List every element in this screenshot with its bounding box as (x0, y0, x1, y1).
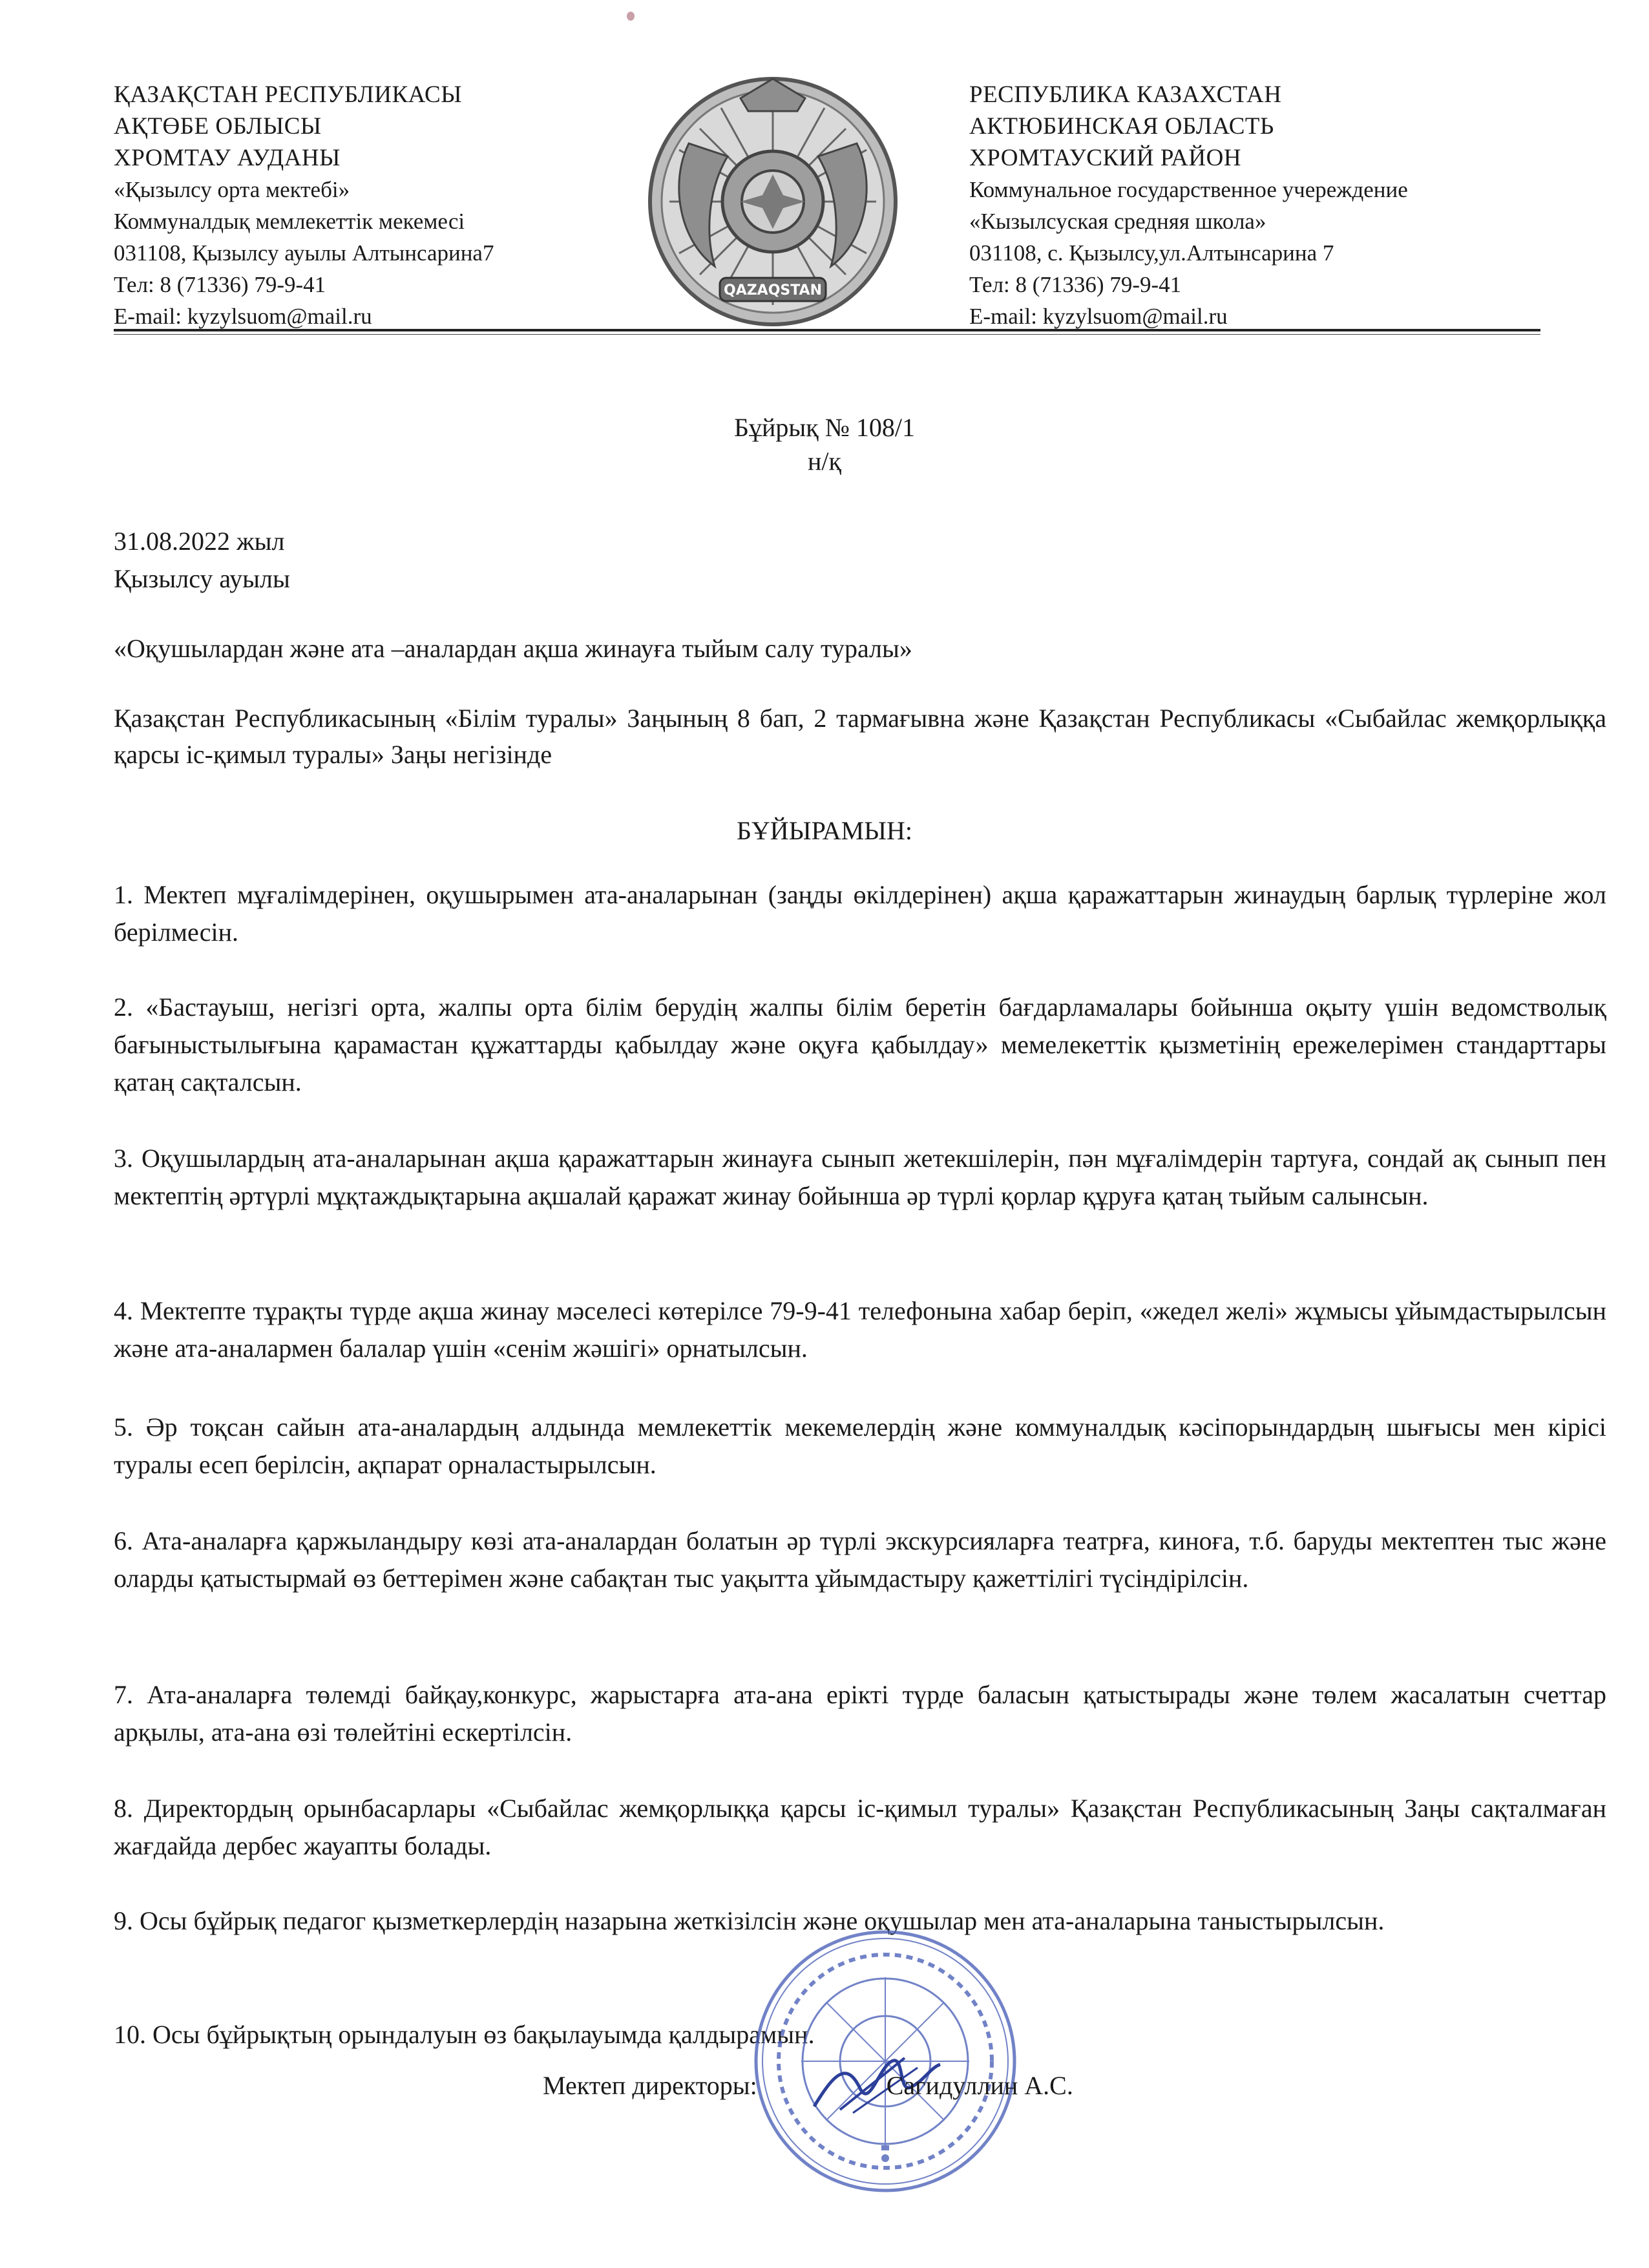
director-name: Сагидуллин А.С. (886, 2071, 1073, 2100)
order-title: Бұйрық № 108/1 (734, 413, 915, 442)
header-right-school: «Кызылсуская средняя школа» (969, 209, 1266, 234)
header-left-region: АҚТӨБЕ ОБЛЫСЫ (114, 113, 322, 140)
order-item-8: 8. Директордың орынбасарлары «Сыбайлас жемқорлыққа қарсы іс-қимыл туралы» Қазақстан Республикасының Заңы сақталмаған жағдайда дербес жауапты болады. (114, 1794, 1606, 1860)
order-item-2: 2. «Бастауыш, негізгі орта, жалпы орта білім берудің жалпы білім беретін бағдарламалары бойынша оқыту үшін ведомстволық бағыныстылығына қарамастан құжаттарды қабылдау және оқуға қабылдау» мемелекеттік қызметінің ережелерімен стандарттары қатаң сақталсын. (114, 992, 1606, 1097)
order-date: 31.08.2022 жыл (114, 527, 285, 556)
order-subtitle: н/қ (808, 446, 841, 476)
header-right-district: ХРОМТАУСКИЙ РАЙОН (969, 145, 1242, 171)
order-preamble: Қазақстан Республикасының «Білім туралы» Заңының 8 бап, 2 тармағывна және Қазақстан Республикасы «Сыбайлас жемқорлыққа қарсы іс-қимыл туралы» Заңы негізінде (114, 704, 1606, 769)
director-role: Мектеп директоры: (543, 2071, 757, 2100)
order-item-3: 3. Оқушылардың ата-аналарынан ақша қаражаттарын жинауға сынып жетекшілерін, пән мұғалімдерін тартуға, сондай ақ сынып пен мектептің әртүрлі мұқтаждықтарына ақшалай қаражат жинау бойынша әр түрлі қорлар құруға қатаң тыйым салынсын. (114, 1144, 1606, 1210)
header-divider-thin (114, 334, 1540, 335)
header-left-phone: Тел: 8 (71336) 79-9-41 (114, 272, 326, 297)
order-item-1: 1. Мектеп мұғалімдерінен, оқушырымен ата-аналарынан (заңды өкілдерінен) ақша қаражаттарын жинаудың барлық түрлеріне жол берілмесін. (114, 880, 1606, 947)
order-place: Қызылсу ауылы (114, 564, 290, 593)
header-right-country: РЕСПУБЛИКА КАЗАХСТАН (969, 81, 1282, 108)
header-right-address: 031108, с. Қызылсу,ул.Алтынсарина 7 (969, 240, 1334, 266)
header-divider (114, 329, 1540, 331)
order-item-7: 7. Ата-аналарға төлемді байқау,конкурс, жарыстарға ата-ана ерікті түрде баласын қатыстырады және төлем жасалатын счеттар арқылы, ата-ана өзі төлейтіні ескертілсін. (114, 1680, 1606, 1747)
header-right-region: АКТЮБИНСКАЯ ОБЛАСТЬ (969, 113, 1274, 140)
order-item-5: 5. Әр тоқсан сайын ата-аналардың алдында мемлекеттік мекемелердің және коммуналдық кәсіпорындардың шығысы мен кірісі туралы есеп берілсін, ақпарат орналастырылсын. (114, 1412, 1606, 1479)
header-right-email: E-mail: kyzylsuom@mail.ru (969, 304, 1228, 329)
order-item-9: 9. Осы бұйрық педагог қызметкерлердің назарына жеткізілсін және оқушылар мен ата-аналарына таныстырылсын. (114, 1906, 1385, 1935)
header-right-phone: Тел: 8 (71336) 79-9-41 (969, 272, 1182, 297)
letterhead-kazakh (114, 79, 494, 332)
order-subject: «Оқушылардан және ата –аналардан ақша жинауға тыйым салу туралы» (114, 634, 912, 663)
header-left-country: ҚАЗАҚСТАН РЕСПУБЛИКАСЫ (114, 81, 462, 108)
order-item-10: 10. Осы бұйрықтың орындалуын өз бақылауымда қалдырамын. (114, 2020, 815, 2049)
header-left-address: 031108, Қызылсу ауылы Алтынсарина7 (114, 240, 494, 266)
order-item-4: 4. Мектепте тұрақты түрде ақша жинау мәселесі көтерілсе 79-9-41 телефонына хабар беріп, «жедел желі» жұмысы ұйымдастырылсын және ата-аналармен балалар үшін «сенім жәшігі» орнатылсын. (114, 1296, 1606, 1363)
header-left-school: «Қызылсу орта мектебі» (114, 177, 350, 202)
letterhead-russian (969, 79, 1408, 332)
order-decree: БҰЙЫРАМЫН: (736, 816, 913, 845)
signature-line (543, 2070, 1073, 2101)
header-right-institution: Коммунальное государственное учереждение (969, 177, 1408, 202)
header-left-institution: Коммуналдық мемлекеттік мекемесі (114, 209, 465, 234)
order-item-6: 6. Ата-аналарға қаржыландыру көзі ата-аналардан болатын әр түрлі экскурсияларға театрға, киноға, т.б. баруды мектептен тыс және оларды қатыстырмай өз беттерімен және сабақтан тыс уақытта ұйымдастыру қажеттілігі түсіндірілсін. (114, 1526, 1606, 1593)
emblem-text: QAZAQSTAN (724, 282, 822, 299)
state-emblem-icon (644, 72, 902, 331)
header-left-district: ХРОМТАУ АУДАНЫ (114, 145, 341, 171)
print-speck (627, 12, 635, 21)
header-left-email: E-mail: kyzylsuom@mail.ru (114, 304, 372, 329)
